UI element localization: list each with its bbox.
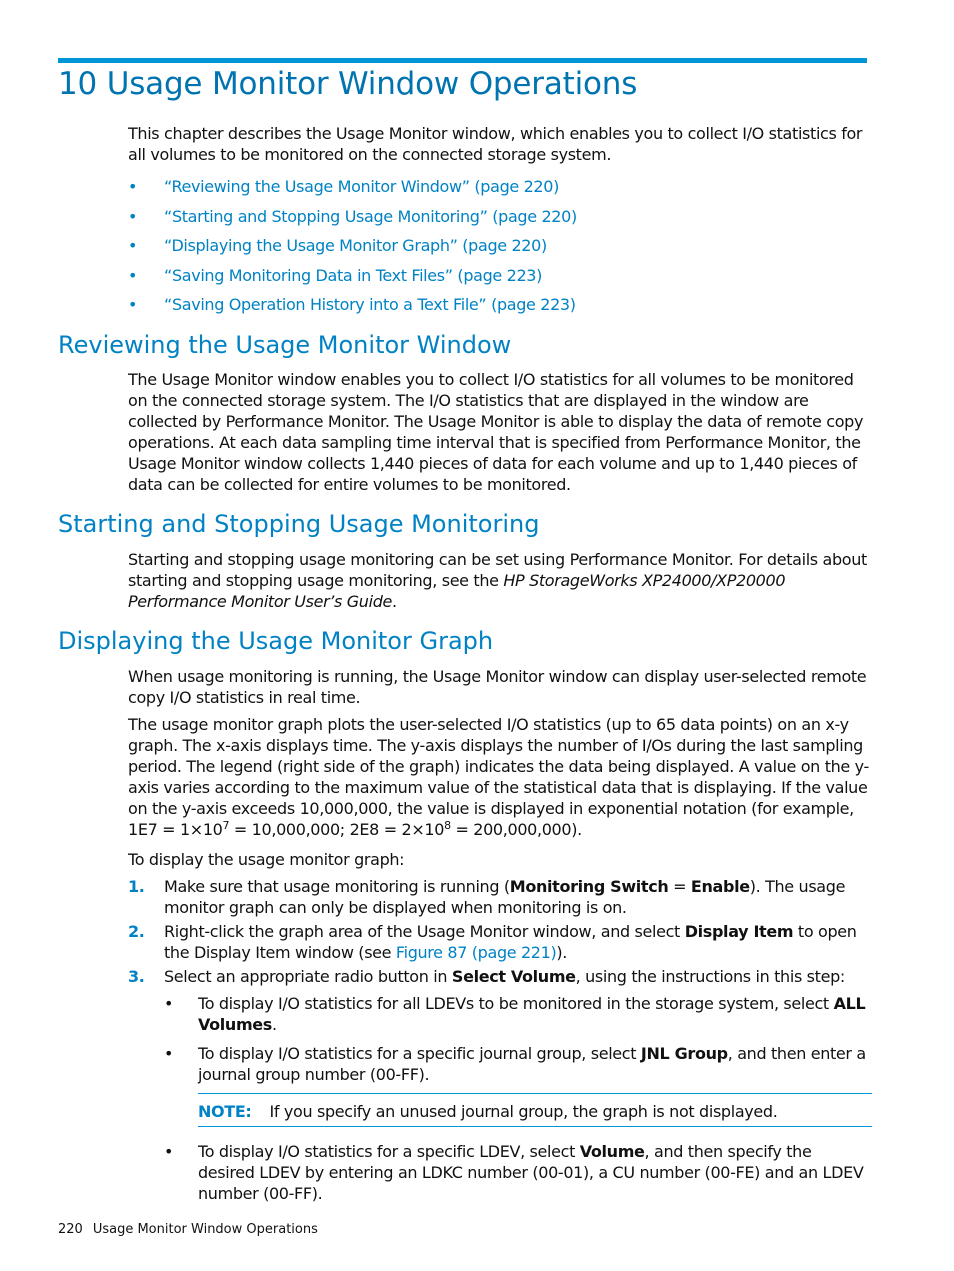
toc-item [128, 265, 872, 295]
intro-paragraph: This chapter describes the Usage Monitor window, which enables you to collect I/O statistics for all volumes to be monitored on the connected storage system. [128, 124, 863, 164]
step-text: = [668, 877, 691, 896]
section-heading-reviewing: Reviewing the Usage Monitor Window [58, 331, 512, 359]
toc-link-reviewing[interactable]: “Reviewing the Usage Monitor Window” (page 220) [164, 177, 559, 196]
page-footer [58, 1222, 318, 1237]
starting-text: Starting and stopping usage monitoring can be set using Performance Monitor. For details about starting and stopping usage monitoring, see the [128, 550, 867, 590]
toc-item [128, 294, 872, 324]
starting-text-end: . [392, 592, 397, 611]
bullet: • [128, 206, 138, 226]
graph-text-c: = 200,000,000). [450, 820, 582, 839]
exponent: 7 [222, 819, 230, 832]
section-displaying [128, 666, 872, 1212]
step-item [128, 876, 872, 918]
graph-text-b: = 10,000,000; 2E8 = 2×10 [229, 820, 445, 839]
top-rule [58, 58, 867, 63]
toc-link-saving-history[interactable]: “Saving Operation History into a Text File” (page 223) [164, 295, 576, 314]
ui-term: JNL Group [640, 1044, 728, 1063]
bullet: • [128, 177, 138, 196]
ui-term: ALL Volumes [198, 994, 866, 1034]
bullet: • [128, 295, 138, 314]
starting-paragraph [128, 549, 872, 612]
toc-item [128, 206, 872, 236]
step-text: Right-click the graph area of the Usage Monitor window, and select [164, 922, 685, 941]
toc-item [128, 235, 872, 265]
bullet: • [164, 994, 174, 1013]
step-text: ). The usage monitor graph can only be displayed when monitoring is on. [164, 877, 846, 917]
ui-term: Volume [579, 1142, 645, 1161]
steps-intro: To display the usage monitor graph: [128, 850, 405, 869]
step-text: , using the instructions in this step: [575, 967, 845, 986]
ui-term: Display Item [684, 922, 794, 941]
step-item [128, 921, 872, 963]
step-number: 2. [128, 922, 145, 941]
sub-text: . [271, 1015, 277, 1034]
toc-link-displaying[interactable]: “Displaying the Usage Monitor Graph” (page 220) [164, 236, 547, 255]
sub-item [164, 993, 872, 1035]
toc-item [128, 176, 872, 206]
section-heading-starting: Starting and Stopping Usage Monitoring [58, 510, 540, 538]
guide-title: HP StorageWorks XP24000/XP20000 Performance Monitor User’s Guide [128, 571, 786, 611]
toc-list [128, 176, 872, 324]
ui-term: Select Volume [451, 967, 576, 986]
steps-list [128, 876, 872, 1204]
sub-text: To display I/O statistics for all LDEVs to be monitored in the storage system, select [198, 994, 834, 1013]
step-number: 1. [128, 877, 145, 896]
sub-text: To display I/O statistics for a specific journal group, select [198, 1044, 641, 1063]
step-text: to open the Display Item window (see [164, 922, 857, 962]
section-starting [128, 549, 872, 612]
sub-text: , and then specify the desired LDEV by entering an LDKC number (00-01), a CU number (00-FE) and an LDEV number (00-FF). [198, 1142, 864, 1203]
step-text: Make sure that usage monitoring is running ( [164, 877, 510, 896]
displaying-paragraph-1: When usage monitoring is running, the Usage Monitor window can display user-selected remote copy I/O statistics in real time. [128, 667, 867, 707]
section-heading-displaying: Displaying the Usage Monitor Graph [58, 627, 494, 655]
section-reviewing [128, 369, 872, 495]
step-text: Select an appropriate radio button in [164, 967, 452, 986]
exponent: 8 [444, 819, 451, 832]
intro-block [128, 123, 872, 324]
page-number: 220 [58, 1222, 83, 1237]
sub-list [164, 993, 872, 1204]
note-label: NOTE: [198, 1102, 252, 1121]
sub-text: To display I/O statistics for a specific LDEV, select [198, 1142, 580, 1161]
reviewing-paragraph: The Usage Monitor window enables you to collect I/O statistics for all volumes to be monitored on the connected storage system. The I/O statistics that are displayed in the window are collected by Performance Monitor. The Usage Monitor is able to display the data of remote copy operations. At each data sampling time interval that is specified from Performance Monitor, the Usage Monitor window collects 1,440 pieces of data for each volume and up to 1,440 pieces of data can be collected for entire volumes to be monitored. [128, 370, 864, 494]
displaying-paragraph-2 [128, 714, 872, 840]
chapter-title: 10 Usage Monitor Window Operations [58, 66, 638, 102]
note-text: If you specify an unused journal group, the graph is not displayed. [269, 1102, 778, 1121]
running-title: Usage Monitor Window Operations [92, 1222, 318, 1237]
sub-item [164, 1043, 872, 1127]
bullet: • [128, 236, 138, 255]
step-item [128, 966, 872, 1204]
figure-link[interactable]: Figure 87 (page 221) [395, 943, 557, 962]
step-number: 3. [128, 967, 145, 986]
bullet: • [164, 1142, 174, 1161]
toc-link-saving-data[interactable]: “Saving Monitoring Data in Text Files” (page 223) [164, 265, 543, 285]
bullet: • [128, 265, 138, 285]
ui-term: Enable [690, 877, 750, 896]
toc-link-starting[interactable]: “Starting and Stopping Usage Monitoring” (page 220) [164, 206, 577, 226]
bullet: • [164, 1044, 174, 1063]
sub-item [164, 1141, 872, 1204]
note-box [198, 1093, 872, 1127]
ui-term: Monitoring Switch [509, 877, 669, 896]
step-text: ). [556, 943, 568, 962]
sub-text: , and then enter a journal group number (00-FF). [198, 1044, 866, 1084]
graph-text-a: The usage monitor graph plots the user-selected I/O statistics (up to 65 data points) on an x-y graph. The x-axis displays time. The y-axis displays the number of I/Os during the last sampling period. The legend (right side of the graph) indicates the data being displayed. A value on the y-axis varies according to the maximum value of the statistical data that is displaying. If the value on the y-axis exceeds 10,000,000, the value is displayed in exponential notation (for example, 1E7 = 1×10 [128, 715, 869, 839]
